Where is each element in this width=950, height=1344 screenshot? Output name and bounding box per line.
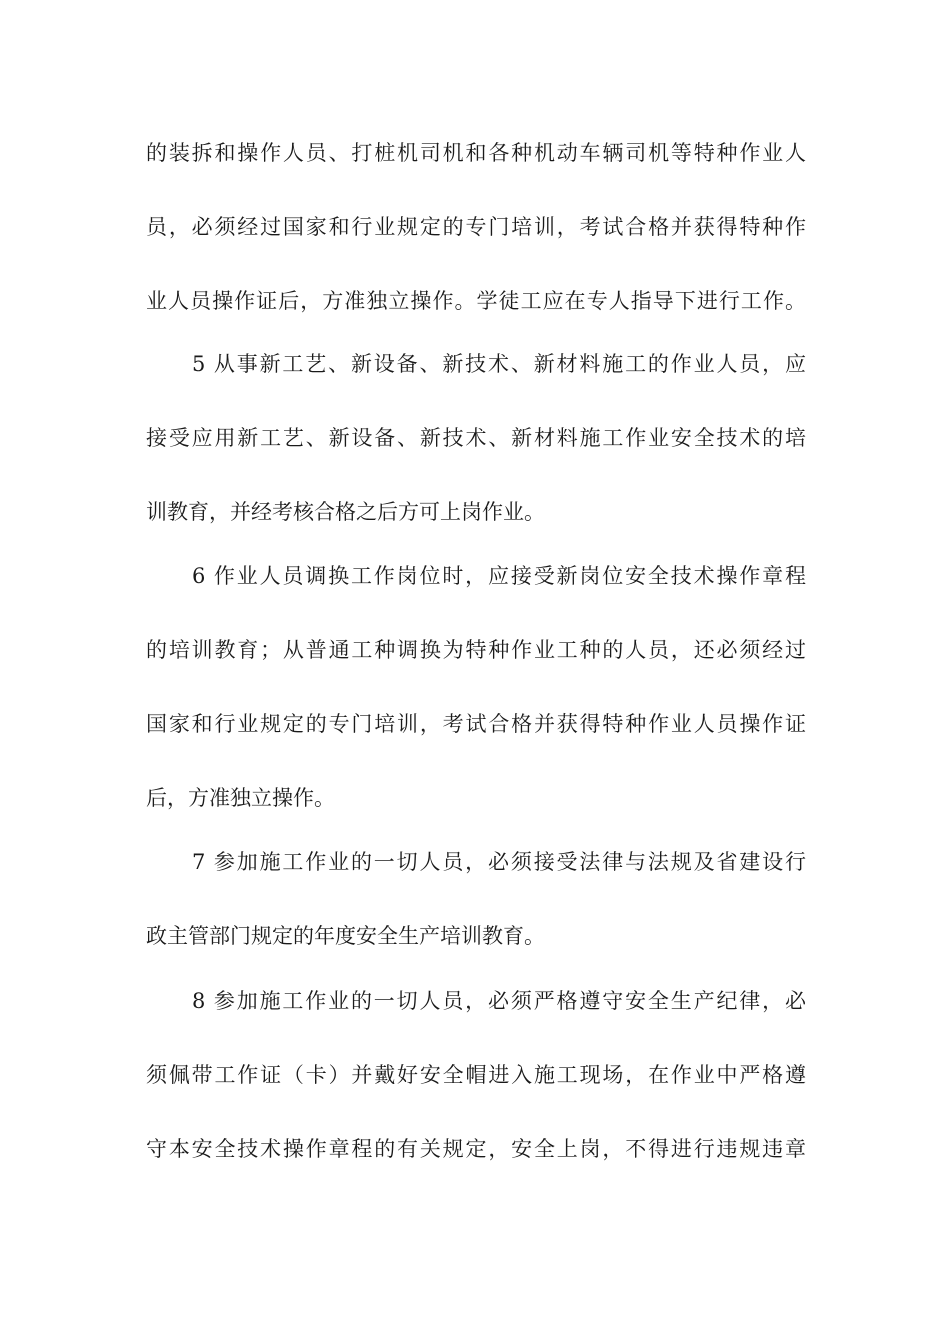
paragraph-8-start: 8 参加施工作业的一切人员，必须严格遵守安全生产纪律，必 — [192, 989, 806, 1013]
text-line: 守本安全技术操作章程的有关规定，安全上岗，不得进行违规违章 — [146, 1137, 806, 1161]
text-line: 的培训教育；从普通工种调换为特种作业工种的人员，还必须经过 — [146, 638, 806, 662]
text-line: 接受应用新工艺、新设备、新技术、新材料施工作业安全技术的培 — [146, 426, 806, 450]
text-line: 政主管部门规定的年度安全生产培训教育。 — [146, 924, 545, 948]
text-line: 员，必须经过国家和行业规定的专门培训，考试合格并获得特种作 — [146, 215, 806, 239]
paragraph-6-start: 6 作业人员调换工作岗位时，应接受新岗位安全技术操作章程 — [192, 564, 806, 588]
paragraph-7-start: 7 参加施工作业的一切人员，必须接受法律与法规及省建设行 — [192, 850, 806, 874]
text-line: 训教育，并经考核合格之后方可上岗作业。 — [146, 500, 545, 524]
text-line: 后，方准独立操作。 — [146, 786, 335, 810]
text-line: 的装拆和操作人员、打桩机司机和各种机动车辆司机等特种作业人 — [146, 141, 806, 165]
text-line: 国家和行业规定的专门培训，考试合格并获得特种作业人员操作证 — [146, 712, 806, 736]
paragraph-5-start: 5 从事新工艺、新设备、新技术、新材料施工的作业人员，应 — [192, 352, 806, 376]
text-line: 业人员操作证后，方准独立操作。学徒工应在专人指导下进行工作。 — [146, 289, 806, 313]
text-line: 须佩带工作证（卡）并戴好安全帽进入施工现场，在作业中严格遵 — [146, 1063, 806, 1087]
